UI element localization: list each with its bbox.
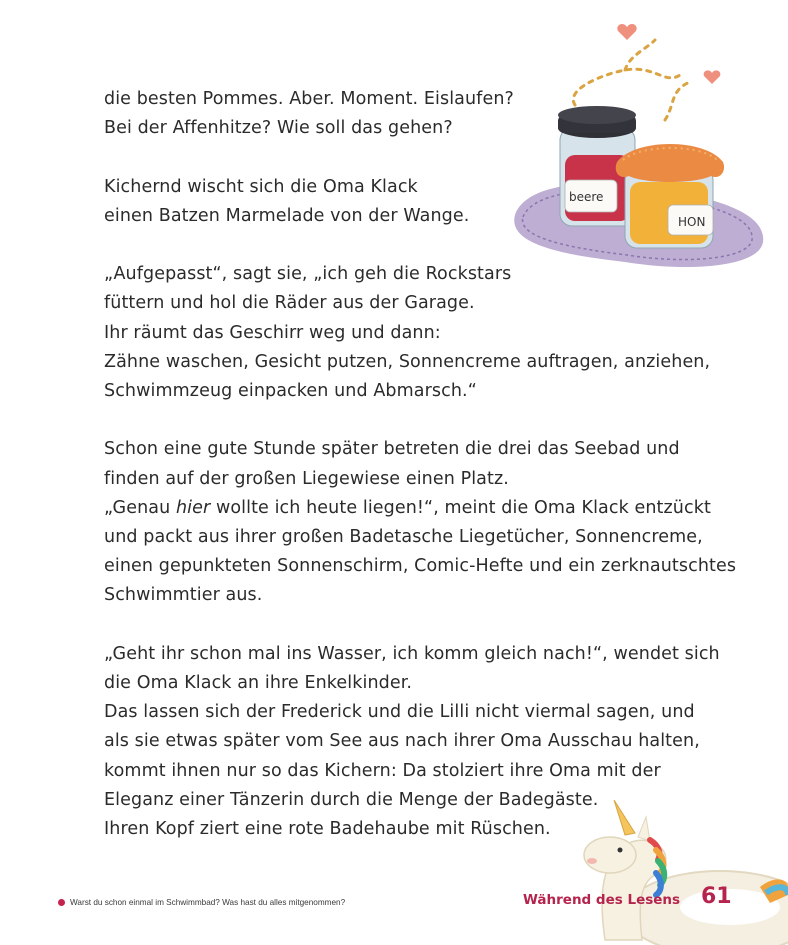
text-line: kommt ihnen nur so das Kichern: Da stolziert ihre Oma mit der [104, 760, 661, 781]
section-label: Während des Lesens [523, 892, 681, 908]
text-line: Kichernd wischt sich die Oma Klack [104, 176, 418, 197]
paragraph-3 [104, 260, 744, 406]
text-line: einen Batzen Marmelade von der Wange. [104, 205, 470, 226]
footer-question [58, 898, 345, 907]
text-line: und packt aus ihrer großen Badetasche Liegetücher, Sonnencreme, [104, 527, 703, 547]
text-line: Zähne waschen, Gesicht putzen, Sonnencreme auftragen, anziehen, [104, 351, 711, 372]
paragraph-2 [104, 173, 744, 231]
text-line: Bei der Affenhitze? Wie soll das gehen? [104, 118, 453, 139]
text-line: Das lassen sich der Frederick und die Lilli nicht viermal sagen, und [104, 702, 695, 723]
text-line: Eleganz einer Tänzerin durch die Menge der Badegäste. [104, 789, 599, 810]
text-segment: „Genau [104, 497, 176, 518]
text-line: Schwimmtier aus. [104, 585, 263, 606]
story-text [104, 85, 744, 873]
emphasized-word: hier [175, 497, 211, 518]
text-line: als sie etwas später vom See aus nach ihrer Oma Ausschau halten, [104, 731, 700, 752]
text-line-emphasis [104, 494, 744, 523]
text-line: „Geht ihr schon mal ins Wasser, ich komm gleich nach!“, wendet sich [104, 643, 720, 664]
text-line: „Aufgepasst“, sagt sie, „ich geh die Rockstars [104, 264, 512, 285]
text-line: einen gepunkteten Sonnenschirm, Comic-Hefte und ein zerknautschtes [104, 556, 737, 577]
footer-question-text: Warst du schon einmal im Schwimmbad? Was hast du alles mitgenommen? [70, 898, 346, 907]
text-line: die besten Pommes. Aber. Moment. Eislaufen? [104, 89, 514, 109]
paragraph-4 [104, 435, 744, 610]
bullet-icon [58, 899, 65, 906]
unicorn-float-illustration [570, 795, 788, 945]
text-line: füttern und hol die Räder aus der Garage. [104, 293, 475, 314]
text-segment: wollte ich heute liegen!“, meint die Oma Klack entzückt [210, 497, 711, 518]
text-line: Ihr räumt das Geschirr weg und dann: [104, 322, 441, 343]
text-line: Schon eine gute Stunde später betreten die drei das Seebad und [104, 439, 680, 460]
paragraph-1 [104, 85, 744, 143]
text-line: die Oma Klack an ihre Enkelkinder. [104, 673, 413, 693]
text-line: finden auf der großen Liegewiese einen Platz. [104, 468, 509, 489]
jar-label-left: beere [569, 190, 604, 204]
text-line: Ihren Kopf ziert eine rote Badehaube mit Rüschen. [104, 819, 551, 840]
page-number: 61 [701, 884, 732, 909]
jar-label-right: HON [678, 215, 706, 229]
text-line: Schwimmzeug einpacken und Abmarsch.“ [104, 381, 477, 401]
